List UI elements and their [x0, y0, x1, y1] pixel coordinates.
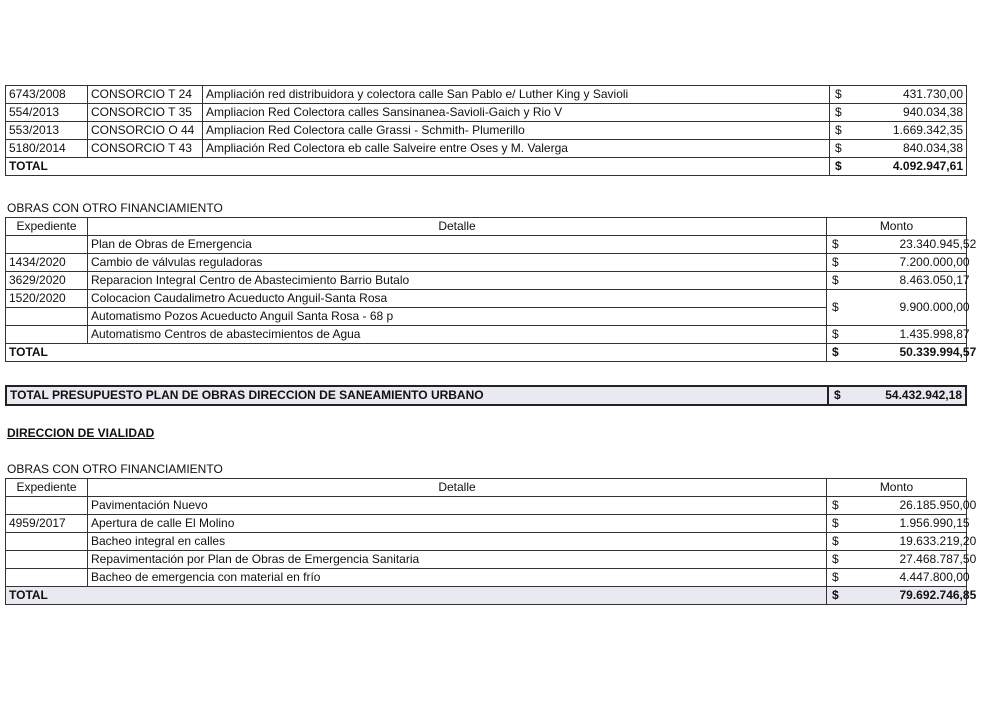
currency-cell: $ [827, 569, 897, 587]
currency-cell: $ [827, 290, 897, 326]
header-monto: Monto [827, 479, 967, 497]
amount-cell: 431.730,00 [859, 86, 967, 104]
detail-cell: Bacheo integral en calles [88, 533, 827, 551]
detail-cell: Automatismo Centros de abastecimientos de Agua [88, 326, 827, 344]
detail-cell: Colocacion Caudalimetro Acueducto Anguil-Santa Rosa [88, 290, 827, 308]
currency-cell: $ [830, 140, 860, 158]
total-amount: 50.339.994,57 [897, 344, 967, 362]
detail-cell: Ampliacion Red Colectora calles Sansinanea-Savioli-Gaich y Rio V [203, 104, 830, 122]
obras-table-saneamiento [5, 217, 977, 362]
table-row [6, 140, 967, 158]
table-row [6, 236, 967, 254]
total-row [6, 344, 967, 362]
section-heading: OBRAS CON OTRO FINANCIAMIENTO [7, 462, 223, 476]
currency-cell: $ [827, 254, 897, 272]
expediente-cell [6, 308, 88, 326]
grand-total-row [6, 386, 966, 405]
detail-cell: Apertura de calle El Molino [88, 515, 827, 533]
table-row [6, 254, 967, 272]
grand-total-label: TOTAL PRESUPUESTO PLAN DE OBRAS DIRECCION DE SANEAMIENTO URBANO [6, 386, 828, 405]
consorcio-cell: CONSORCIO T 43 [88, 140, 203, 158]
currency-cell: $ [828, 386, 858, 405]
header-row [6, 479, 967, 497]
grand-total-table [5, 385, 967, 406]
table-row [6, 290, 967, 308]
total-row [6, 158, 967, 176]
expediente-cell [6, 326, 88, 344]
currency-cell: $ [830, 104, 860, 122]
amount-cell: 8.463.050,17 [897, 272, 967, 290]
consorcio-table [5, 85, 967, 176]
amount-cell: 940.034,38 [859, 104, 967, 122]
table-row [6, 515, 967, 533]
total-label: TOTAL [6, 344, 827, 362]
expediente-cell: 1520/2020 [6, 290, 88, 308]
amount-cell: 1.956.990,15 [897, 515, 967, 533]
header-row [6, 218, 967, 236]
table-row [6, 551, 967, 569]
total-label: TOTAL [6, 158, 830, 176]
table-row [6, 86, 967, 104]
amount-cell: 9.900.000,00 [897, 290, 967, 326]
currency-cell: $ [827, 236, 897, 254]
table-row [6, 569, 967, 587]
table-row [6, 497, 967, 515]
header-monto: Monto [827, 218, 967, 236]
table-row [6, 533, 967, 551]
amount-cell: 7.200.000,00 [897, 254, 967, 272]
header-expediente: Expediente [6, 218, 88, 236]
amount-cell: 27.468.787,50 [897, 551, 967, 569]
expediente-cell [6, 551, 88, 569]
total-label: TOTAL [6, 587, 827, 605]
currency-cell: $ [827, 326, 897, 344]
detail-cell: Plan de Obras de Emergencia [88, 236, 827, 254]
consorcio-cell: CONSORCIO O 44 [88, 122, 203, 140]
consorcio-cell: CONSORCIO T 35 [88, 104, 203, 122]
expediente-cell: 1434/2020 [6, 254, 88, 272]
detail-cell: Ampliación Red Colectora eb calle Salveire entre Oses y M. Valerga [203, 140, 830, 158]
total-amount: 79.692.746,85 [897, 587, 967, 605]
expediente-cell: 4959/2017 [6, 515, 88, 533]
header-detalle: Detalle [88, 218, 827, 236]
section-title-vialidad: DIRECCION DE VIALIDAD [7, 426, 155, 440]
table-row [6, 104, 967, 122]
total-row [6, 587, 967, 605]
currency-cell: $ [830, 122, 860, 140]
detail-cell: Automatismo Pozos Acueducto Anguil Santa Rosa - 68 p [88, 308, 827, 326]
amount-cell: 1.669.342,35 [859, 122, 967, 140]
currency-cell: $ [827, 587, 897, 605]
total-amount: 4.092.947,61 [859, 158, 967, 176]
amount-cell: 23.340.945,52 [897, 236, 967, 254]
currency-cell: $ [827, 515, 897, 533]
detail-cell: Ampliacion Red Colectora calle Grassi - Schmith- Plumerillo [203, 122, 830, 140]
table-row [6, 308, 967, 326]
amount-cell: 4.447.800,00 [897, 569, 967, 587]
expediente-cell: 553/2013 [6, 122, 88, 140]
detail-cell: Ampliación red distribuidora y colectora calle San Pablo e/ Luther King y Savioli [203, 86, 830, 104]
header-detalle: Detalle [88, 479, 827, 497]
currency-cell: $ [827, 497, 897, 515]
detail-cell: Bacheo de emergencia con material en frío [88, 569, 827, 587]
currency-cell: $ [830, 158, 860, 176]
amount-cell: 26.185.950,00 [897, 497, 967, 515]
detail-cell: Cambio de válvulas reguladoras [88, 254, 827, 272]
expediente-cell [6, 497, 88, 515]
expediente-cell: 3629/2020 [6, 272, 88, 290]
detail-cell: Repavimentación por Plan de Obras de Emergencia Sanitaria [88, 551, 827, 569]
currency-cell: $ [827, 533, 897, 551]
table-row [6, 272, 967, 290]
table-row [6, 326, 967, 344]
expediente-cell: 554/2013 [6, 104, 88, 122]
obras-table-vialidad [5, 478, 977, 605]
expediente-cell: 5180/2014 [6, 140, 88, 158]
consorcio-cell: CONSORCIO T 24 [88, 86, 203, 104]
header-expediente: Expediente [6, 479, 88, 497]
table-row [6, 122, 967, 140]
amount-cell: 1.435.998,87 [897, 326, 967, 344]
currency-cell: $ [830, 86, 860, 104]
grand-total-amount: 54.432.942,18 [858, 386, 966, 405]
detail-cell: Pavimentación Nuevo [88, 497, 827, 515]
currency-cell: $ [827, 272, 897, 290]
currency-cell: $ [827, 551, 897, 569]
expediente-cell: 6743/2008 [6, 86, 88, 104]
amount-cell: 840.034,38 [859, 140, 967, 158]
expediente-cell [6, 533, 88, 551]
section-heading: OBRAS CON OTRO FINANCIAMIENTO [7, 201, 223, 215]
expediente-cell [6, 569, 88, 587]
expediente-cell [6, 236, 88, 254]
currency-cell: $ [827, 344, 897, 362]
amount-cell: 19.633.219,20 [897, 533, 967, 551]
detail-cell: Reparacion Integral Centro de Abastecimiento Barrio Butalo [88, 272, 827, 290]
